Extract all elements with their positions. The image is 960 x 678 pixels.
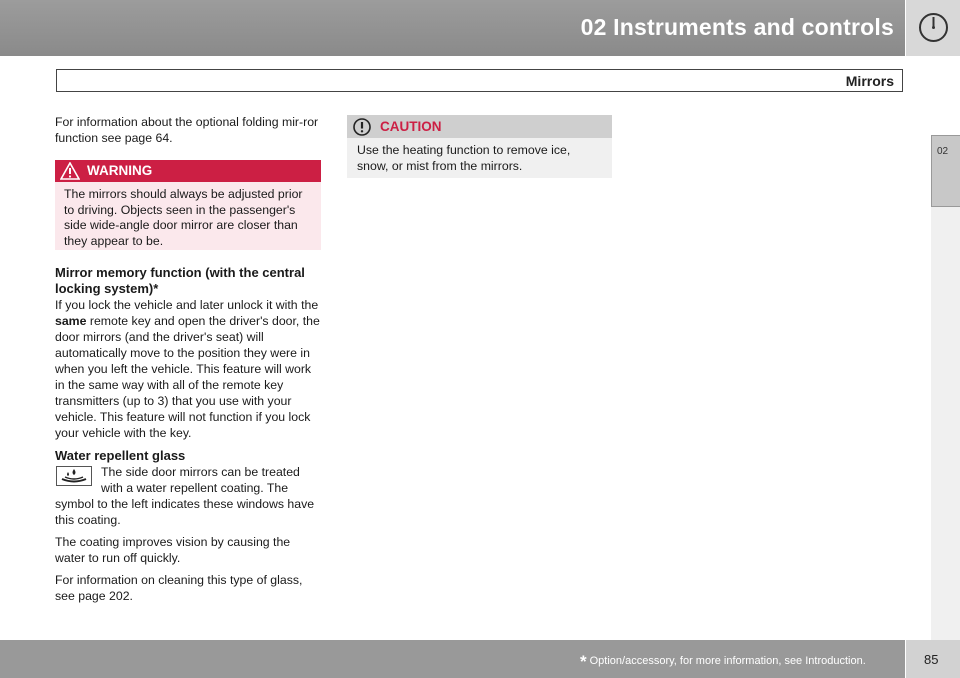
memory-text-2: remote key and open the driver's door, the door mirrors (and the driver's seat) will automatically move to the position they were in when you left the vehicle. This feature will work in the same way with all of the remote key transmitters (up to 3) that you use with your vehicle. This feature will not function if you lock your vehicle with the key. <box>55 314 320 440</box>
water-paragraph-2: The coating improves vision by causing the water to run off quickly. <box>55 535 291 565</box>
warning-label: WARNING <box>87 163 153 178</box>
footnote <box>580 652 866 672</box>
water-rest: symbol to the left indicates these windows have this coating. <box>55 497 315 527</box>
warning-box <box>55 160 321 250</box>
memory-section <box>55 265 323 441</box>
water-symbol-box <box>56 466 92 486</box>
section-title: Mirrors <box>845 73 894 89</box>
warning-triangle-icon <box>60 162 80 180</box>
memory-paragraph <box>55 297 323 441</box>
section-header <box>56 69 903 92</box>
chapter-tab-label: 02 <box>937 146 949 157</box>
gauge-box <box>905 0 960 56</box>
page-number: 85 <box>924 652 939 667</box>
caution-label: CAUTION <box>380 119 442 134</box>
water-line-1: The side door mirrors can be treated <box>101 465 300 479</box>
chapter-tab[interactable] <box>931 135 960 207</box>
water-heading: Water repellent glass <box>55 448 186 463</box>
caution-box <box>347 115 612 178</box>
warning-header <box>55 160 321 182</box>
intro-text <box>55 114 321 146</box>
water-section <box>55 448 323 604</box>
speedometer-icon <box>918 12 949 43</box>
memory-heading: Mirror memory function (with the central locking system)* <box>55 265 305 296</box>
intro-paragraph: For information about the optional folding mir-ror function see page 64. <box>55 115 319 145</box>
page-number-box <box>905 640 960 678</box>
water-repellent-glass-icon <box>57 467 91 485</box>
caution-exclamation-icon <box>352 117 372 137</box>
caution-text: Use the heating function to remove ice, snow, or mist from the mirrors. <box>357 143 571 173</box>
memory-text-1: If you lock the vehicle and later unlock it with the <box>55 298 319 312</box>
warning-text: The mirrors should always be adjusted prior to driving. Objects seen in the passenger's side wide-angle door mirror are closer than they appear to be. <box>64 187 303 248</box>
tab-rail <box>931 207 960 640</box>
chapter-title: 02 Instruments and controls <box>580 14 894 40</box>
footnote-star: * <box>580 652 587 671</box>
footnote-text: Option/accessory, for more information, see Introduction. <box>589 655 866 667</box>
water-line-2: with a water repellent coating. The <box>101 481 289 495</box>
caution-header <box>347 115 612 138</box>
water-paragraph-3: For information on cleaning this type of glass, see page 202. <box>55 573 303 603</box>
memory-text-bold: same <box>55 314 87 328</box>
